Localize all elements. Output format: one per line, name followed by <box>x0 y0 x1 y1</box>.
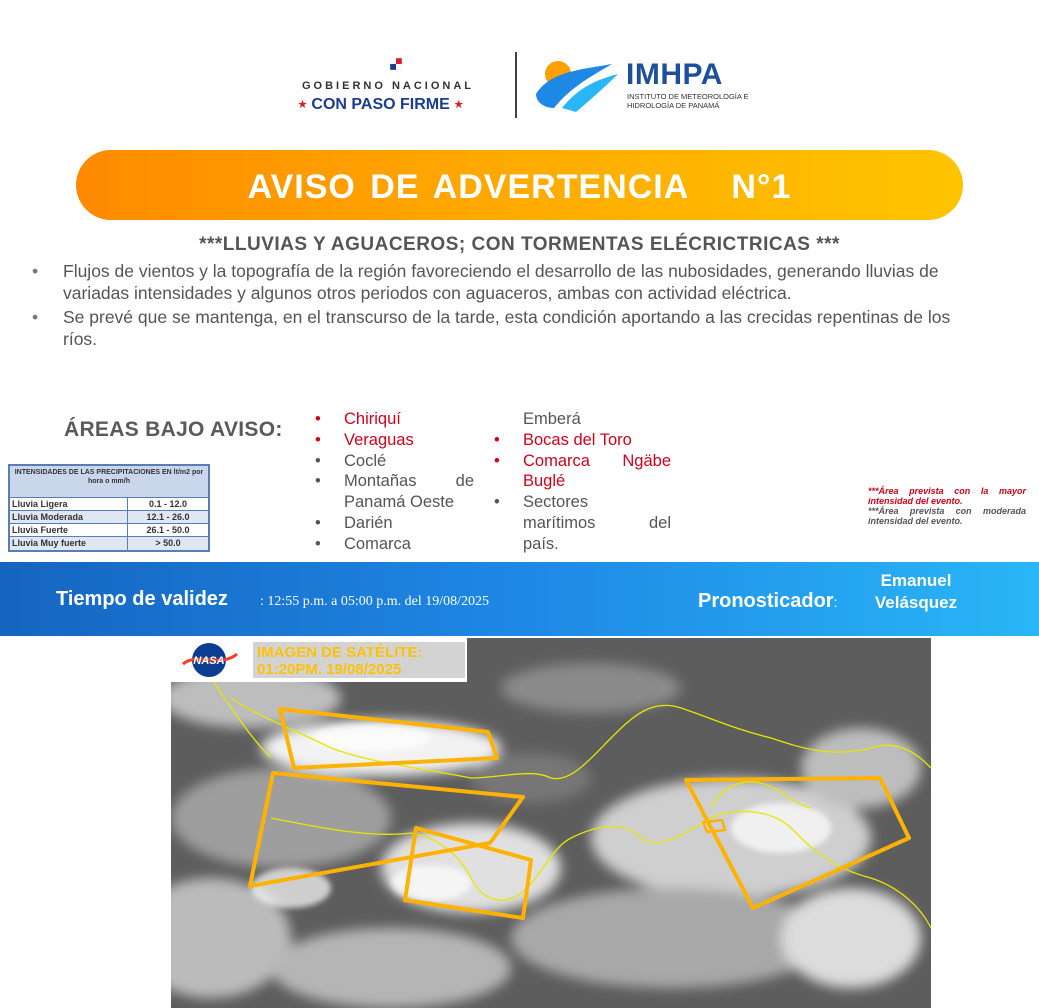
gov-slogan: CON PASO FIRME <box>311 96 450 113</box>
gov-line-2 <box>298 96 463 114</box>
description-item: • Flujos de vientos y la topografía de la región favoreciendo el desarrollo de las nubosidades, generando lluvias de variadas intensidades y algunos otros periodos con aguaceros, ambas con actividad eléctrica. <box>30 260 980 304</box>
rain-range: 12.1 - 26.0 <box>146 512 190 522</box>
warning-title: AVISO DE ADVERTENCIA N°1 <box>247 168 792 206</box>
area-item: • Montañas de <box>315 472 474 491</box>
government-logo <box>298 56 508 118</box>
area-item-continued: país. <box>523 534 559 553</box>
rain-range: 26.1 - 50.0 <box>146 525 190 535</box>
description-list <box>30 260 980 352</box>
rain-category: Lluvia Moderada <box>10 511 128 523</box>
warning-banner <box>76 150 963 220</box>
area-item-continued: Buglé <box>523 472 566 491</box>
rain-category: Lluvia Muy fuerte <box>10 537 128 550</box>
table-row <box>10 511 208 524</box>
area-item: • Chiriquí <box>315 410 401 428</box>
validity-band <box>0 562 1039 636</box>
table-row <box>10 537 208 550</box>
intensity-table <box>8 464 210 552</box>
area-item: • Veraguas <box>315 430 414 449</box>
warning-subtitle: ***LLUVIAS Y AGUACEROS; CON TORMENTAS ELÉCRICTRICAS *** <box>199 234 840 255</box>
satellite-timestamp <box>253 642 465 678</box>
table-row <box>10 498 208 511</box>
imhpa-logo-icon <box>532 56 622 116</box>
area-item: • Comarca Ngäbe <box>494 451 671 470</box>
rain-range: 0.1 - 12.0 <box>148 499 188 509</box>
table-row <box>10 524 208 537</box>
area-item-continued: marítimos del <box>523 513 671 532</box>
area-item-continued: Panamá Oeste <box>344 493 455 512</box>
area-item: • Bocas del Toro <box>494 430 632 449</box>
panama-flag-icon <box>390 58 402 70</box>
star-icon: ★ <box>298 99 307 111</box>
forecaster-name: Emanuel Velásquez <box>874 571 958 612</box>
validity-value: : 12:55 p.m. a 05:00 p.m. del 19/08/2025 <box>260 594 490 609</box>
area-item: • Comarca <box>315 534 411 553</box>
rain-category: Lluvia Ligera <box>10 498 128 510</box>
forecaster-label: Pronosticador: <box>698 590 838 612</box>
rain-category: Lluvia Fuerte <box>10 524 128 536</box>
nasa-logo-icon <box>177 642 241 678</box>
satellite-image <box>171 638 931 1008</box>
areas-label: ÁREAS BAJO AVISO: <box>64 418 283 441</box>
header-divider <box>515 52 517 118</box>
legend-moderate: ***Área prevista con moderada intensidad del evento. <box>868 506 1026 526</box>
satellite-caption <box>171 638 467 682</box>
areas-column-1 <box>314 409 474 555</box>
star-icon: ★ <box>454 99 464 111</box>
intensity-legend <box>868 486 1026 526</box>
area-item: • Sectores <box>494 493 589 512</box>
satellite-map <box>171 638 931 1008</box>
area-item: • Darién <box>315 513 393 532</box>
description-item: • Se prevé que se mantenga, en el transcurso de la tarde, esta condición aportando a las crecidas repentinas de los ríos. <box>30 306 980 350</box>
areas-column-2 <box>493 409 671 555</box>
satellite-datetime: 01:20PM. 19/08/2025 <box>257 661 402 678</box>
svg-text:NASA: NASA <box>193 655 225 667</box>
satellite-title: IMAGEN DE SATÉLITE: <box>257 644 423 661</box>
gov-line-1: GOBIERNO NACIONAL <box>302 80 474 92</box>
validity-label: Tiempo de validez <box>56 588 228 610</box>
rain-range: > 50.0 <box>155 538 181 548</box>
area-item-continued: Emberá <box>523 410 581 428</box>
area-item: • Coclé <box>315 451 387 470</box>
org-full-name: INSTITUTO DE METEOROLOGÍA E HIDROLOGÍA DE PANAMÁ <box>627 92 749 110</box>
org-name: IMHPA <box>626 58 723 91</box>
intensity-table-header: INTENSIDADES DE LAS PRECIPITACIONES EN lt/m2 por hora o mm/h <box>10 466 208 498</box>
legend-high: ***Área prevista con la mayor intensidad del evento. <box>868 486 1026 506</box>
